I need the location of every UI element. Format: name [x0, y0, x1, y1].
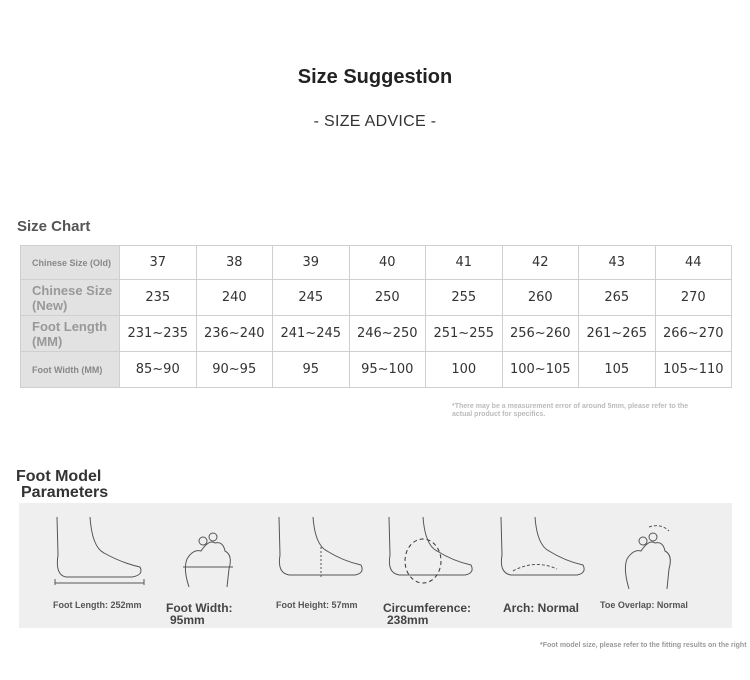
arch-icon	[495, 515, 587, 581]
size-cell: 95	[273, 352, 350, 388]
size-row	[21, 352, 732, 388]
row-header: Chinese Size (New)	[21, 280, 120, 316]
page-subtitle: - SIZE ADVICE -	[313, 113, 437, 130]
foot-height-icon	[273, 515, 365, 580]
toe-overlap-icon	[621, 523, 681, 591]
size-cell: 41	[426, 246, 503, 280]
size-chart-table	[20, 245, 732, 388]
foot-model-heading	[16, 469, 108, 501]
size-cell: 105~110	[655, 352, 732, 388]
foot-model-panel	[19, 503, 732, 628]
size-cell: 256~260	[502, 316, 579, 352]
size-cell: 236~240	[196, 316, 273, 352]
size-cell: 44	[655, 246, 732, 280]
size-cell: 37	[120, 246, 197, 280]
foot-width-icon	[179, 529, 239, 589]
foot-width-caption-line2: 95mm	[170, 613, 205, 627]
size-cell: 42	[502, 246, 579, 280]
page-title: Size Suggestion	[297, 66, 453, 88]
foot-height-caption: Foot Height: 57mm	[276, 600, 358, 610]
size-row	[21, 280, 732, 316]
size-cell: 43	[579, 246, 656, 280]
size-cell: 100~105	[502, 352, 579, 388]
size-cell: 235	[120, 280, 197, 316]
row-header: Chinese Size (Old)	[21, 246, 120, 280]
size-cell: 245	[273, 280, 350, 316]
size-cell: 39	[273, 246, 350, 280]
arch-caption: Arch: Normal	[503, 601, 580, 615]
toe-overlap-caption: Toe Overlap: Normal	[600, 600, 688, 610]
size-cell: 246~250	[349, 316, 426, 352]
size-cell: 251~255	[426, 316, 503, 352]
row-header: Foot Width (MM)	[21, 352, 120, 388]
size-cell: 105	[579, 352, 656, 388]
size-chart-heading: Size Chart	[17, 218, 91, 235]
size-cell: 95~100	[349, 352, 426, 388]
size-cell: 265	[579, 280, 656, 316]
circumference-caption-line1: Circumference:	[383, 601, 472, 615]
foot-length-caption: Foot Length: 252mm	[53, 600, 142, 610]
row-header: Foot Length (MM)	[21, 316, 120, 352]
foot-width-caption	[166, 602, 233, 626]
circumference-caption-line2: 238mm	[387, 613, 429, 627]
size-cell: 266~270	[655, 316, 732, 352]
foot-model-heading-line2: Parameters	[21, 484, 109, 501]
circumference-caption	[383, 602, 471, 626]
size-row	[21, 246, 732, 280]
size-cell: 85~90	[120, 352, 197, 388]
size-cell: 261~265	[579, 316, 656, 352]
size-cell: 270	[655, 280, 732, 316]
size-cell: 240	[196, 280, 273, 316]
foot-width-caption-line1: Foot Width:	[166, 601, 233, 615]
size-row	[21, 316, 732, 352]
size-cell: 38	[196, 246, 273, 280]
size-cell: 260	[502, 280, 579, 316]
size-cell: 100	[426, 352, 503, 388]
size-cell: 250	[349, 280, 426, 316]
foot-model-heading-line1: Foot Model	[16, 468, 102, 485]
circumference-icon	[383, 515, 475, 587]
measurement-note: *There may be a measurement error of around 5mm, please refer to the actual product for specifics.	[452, 403, 689, 418]
size-cell: 241~245	[273, 316, 350, 352]
foot-model-note: *Foot model size, please refer to the fitting results on the right	[540, 642, 747, 649]
size-cell: 255	[426, 280, 503, 316]
size-cell: 90~95	[196, 352, 273, 388]
foot-length-icon	[52, 515, 147, 585]
size-cell: 40	[349, 246, 426, 280]
size-cell: 231~235	[120, 316, 197, 352]
